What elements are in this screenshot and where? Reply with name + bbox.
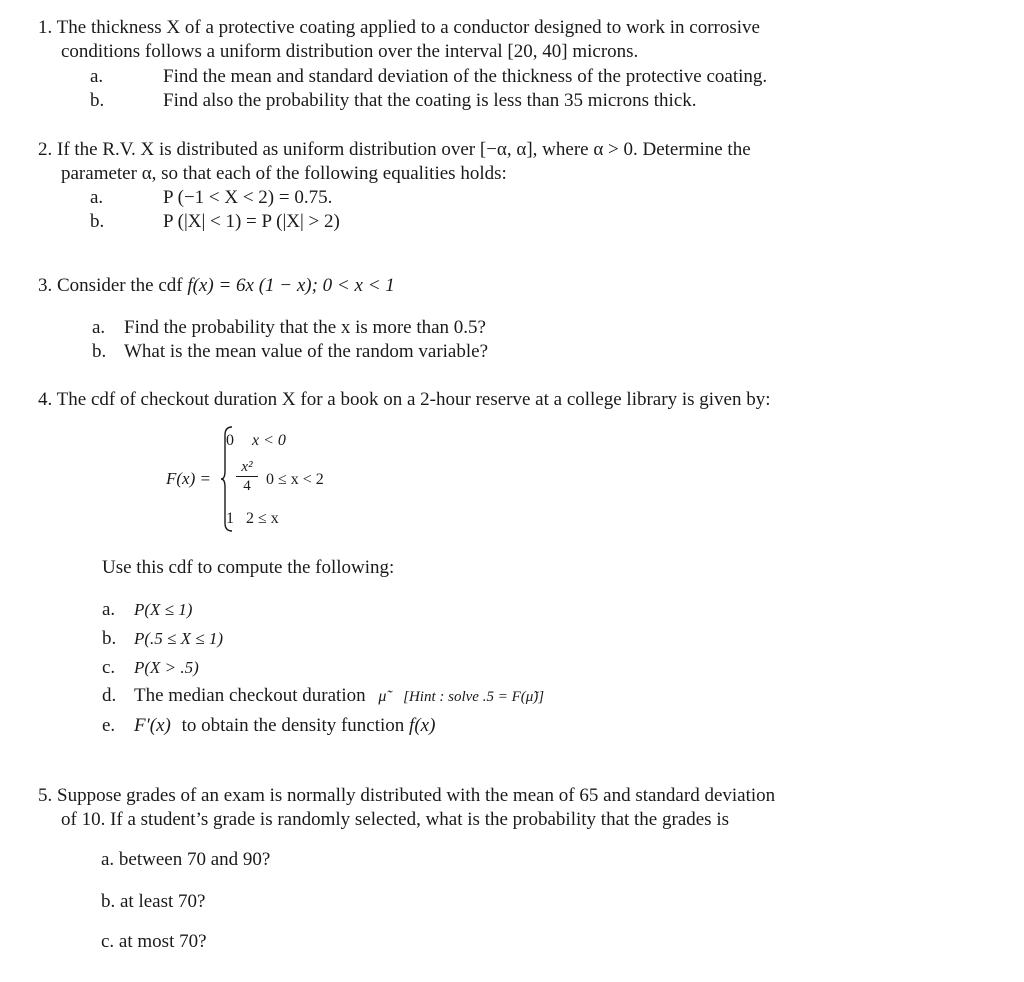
q5-b-text: b. at least 70? bbox=[101, 891, 206, 912]
q4-b-text: P(.5 ≤ X ≤ 1) bbox=[134, 629, 224, 648]
q4-e-label: e. bbox=[102, 715, 116, 736]
q1-line2: conditions follows a uniform distribution over the interval [20, 40] microns. bbox=[61, 41, 639, 62]
case2-den: 4 bbox=[243, 478, 251, 494]
q1-b-label: b. bbox=[90, 90, 105, 111]
q3-line1 bbox=[38, 274, 395, 298]
q4-c-label: c. bbox=[102, 657, 116, 678]
q4-e-fx: f(x) bbox=[409, 715, 436, 736]
case1-value: 0 bbox=[226, 432, 234, 449]
case2-cond: 0 ≤ x < 2 bbox=[266, 471, 324, 488]
q4-e-expr: F′(x) bbox=[134, 715, 171, 736]
q3-b-text: What is the mean value of the random variable? bbox=[124, 341, 489, 362]
q2-a-text: P (−1 < X < 2) = 0.75. bbox=[163, 187, 333, 208]
q4-instruction: Use this cdf to compute the following: bbox=[102, 557, 395, 578]
q3-b-label: b. bbox=[92, 341, 107, 362]
q2-b-label: b. bbox=[90, 211, 105, 232]
cdf-label: F(x) = bbox=[166, 469, 211, 488]
q4-a-text: P(X ≤ 1) bbox=[134, 600, 193, 619]
q4-a-label: a. bbox=[102, 599, 116, 620]
q1-b-text: Find also the probability that the coating is less than 35 microns thick. bbox=[163, 90, 697, 111]
q5-a-text: a. between 70 and 90? bbox=[101, 849, 271, 870]
piecewise-cdf bbox=[166, 425, 366, 535]
q5-line1: 5. Suppose grades of an exam is normally distributed with the mean of 65 and standard deviation bbox=[38, 785, 776, 806]
case3-value: 1 bbox=[226, 510, 234, 527]
case3 bbox=[226, 509, 279, 529]
q4-d-line bbox=[134, 684, 544, 709]
q2-line1: 2. If the R.V. X is distributed as uniform distribution over [−α, α], where α > 0. Determine the bbox=[38, 139, 751, 160]
case1-cond: x < 0 bbox=[252, 432, 286, 449]
q3-a-label: a. bbox=[92, 317, 106, 338]
q2-line2: parameter α, so that each of the following equalities holds: bbox=[61, 163, 507, 184]
case2-fraction bbox=[236, 459, 258, 495]
q4-d-hint: [Hint : solve .5 = F(μ̃)] bbox=[403, 689, 545, 705]
q3-formula: f(x) = 6x (1 − x); 0 < x < 1 bbox=[187, 275, 395, 296]
q1-a-label: a. bbox=[90, 66, 104, 87]
q4-e-text: to obtain the density function bbox=[181, 715, 405, 736]
q1-line1: 1. The thickness X of a protective coating applied to a conductor designed to work in corrosive bbox=[38, 17, 760, 38]
q5-c-text: c. at most 70? bbox=[101, 931, 207, 952]
q4-d-label: d. bbox=[102, 685, 117, 706]
q5-line2: of 10. If a student’s grade is randomly selected, what is the probability that the grades is bbox=[61, 809, 729, 830]
q3-a-text: Find the probability that the x is more than 0.5? bbox=[124, 317, 486, 338]
q4-d-text: The median checkout duration bbox=[134, 685, 366, 706]
q3-prefix: 3. Consider the cdf bbox=[38, 275, 188, 296]
q2-b-text: P (|X| < 1) = P (|X| > 2) bbox=[163, 211, 340, 232]
q4-line1: 4. The cdf of checkout duration X for a book on a 2-hour reserve at a college library is given by: bbox=[38, 389, 771, 410]
q2-a-label: a. bbox=[90, 187, 104, 208]
case3-cond: 2 ≤ x bbox=[246, 510, 279, 527]
median-symbol: μ̃ bbox=[378, 688, 387, 705]
q4-c-text: P(X > .5) bbox=[134, 658, 199, 677]
q4-b-label: b. bbox=[102, 628, 117, 649]
case1 bbox=[226, 431, 286, 451]
q1-a-text: Find the mean and standard deviation of the thickness of the protective coating. bbox=[163, 66, 768, 87]
case2-num: x² bbox=[236, 459, 258, 477]
q4-e-line bbox=[134, 714, 435, 738]
